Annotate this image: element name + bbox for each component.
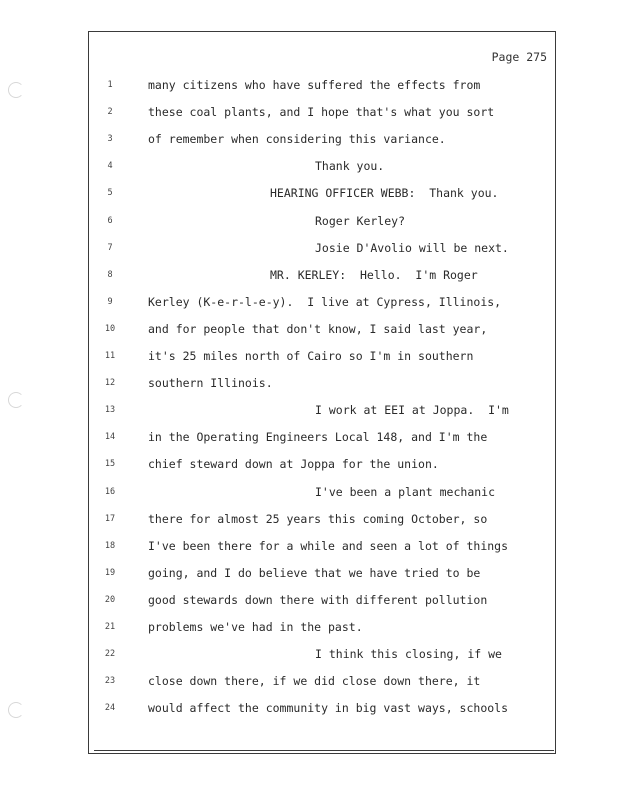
binder-hole-middle (8, 392, 24, 408)
line-number: 7 (107, 242, 113, 253)
line-number: 23 (104, 676, 116, 687)
transcript-line-text: I've been a plant mechanic (315, 484, 496, 499)
line-number: 9 (107, 296, 113, 307)
transcript-line-text: I've been there for a while and seen a lot of things (148, 538, 509, 553)
transcript-line-text: going, and I do believe that we have tried to be (148, 565, 481, 580)
transcript-line-text: many citizens who have suffered the effects from (148, 78, 481, 92)
transcript-line-text: and for people that don't know, I said last year, (148, 321, 488, 336)
transcript-line-text: close down there, if we did close down there, it (148, 674, 481, 689)
line-number: 4 (107, 161, 113, 172)
transcript-line-text: Josie D'Avolio will be next. (315, 240, 509, 255)
binder-hole-top (8, 82, 24, 98)
line-number: 14 (104, 432, 116, 443)
line-number: 16 (104, 486, 116, 497)
transcript-line-text: southern Illinois. (148, 376, 273, 391)
line-number: 2 (107, 107, 113, 118)
transcript-line-text: there for almost 25 years this coming October, so (148, 511, 488, 526)
line-number: 18 (104, 540, 116, 551)
transcript-line-text: Thank you. (315, 159, 385, 174)
page-bottom-rule (94, 750, 554, 751)
line-number: 6 (107, 215, 113, 226)
transcript-line-text: it's 25 miles north of Cairo so I'm in southern (148, 349, 474, 363)
transcript-line-text: would affect the community in big vast ways, schools (148, 701, 509, 716)
binder-hole-bottom (8, 702, 24, 718)
line-number: 17 (104, 513, 116, 524)
transcript-line-text: these coal plants, and I hope that's what you sort (148, 105, 495, 120)
line-number: 19 (104, 567, 116, 578)
transcript-line-text: of remember when considering this variance. (148, 132, 446, 147)
transcript-line-text: Roger Kerley? (315, 213, 406, 228)
transcript-line-text: chief steward down at Joppa for the union. (148, 457, 439, 472)
line-number: 12 (104, 378, 116, 389)
line-number: 5 (107, 188, 113, 199)
transcript-line-text: problems we've had in the past. (148, 620, 363, 634)
line-number: 15 (104, 459, 116, 470)
transcript-line-text: Kerley (K-e-r-l-e-y). I live at Cypress, Illinois, (148, 294, 502, 309)
line-number: 13 (104, 405, 116, 416)
line-number: 20 (104, 594, 116, 605)
transcript-line-text: good stewards down there with different pollution (148, 592, 488, 607)
line-number: 8 (107, 269, 113, 280)
transcript-line-text: in the Operating Engineers Local 148, and I'm the (148, 430, 488, 445)
line-number: 1 (107, 80, 113, 90)
line-number: 22 (104, 649, 116, 660)
line-number: 10 (104, 323, 116, 334)
line-number: 11 (104, 351, 116, 361)
line-number: 21 (104, 622, 116, 632)
page-number: Page 275 (491, 50, 547, 64)
line-number: 24 (104, 703, 116, 714)
transcript-line-text: MR. KERLEY: Hello. I'm Roger (270, 267, 478, 282)
line-number: 3 (107, 134, 113, 145)
transcript-line-text: HEARING OFFICER WEBB: Thank you. (270, 186, 499, 201)
transcript-line-text: I work at EEI at Joppa. I'm (315, 403, 509, 418)
transcript-line-text: I think this closing, if we (315, 647, 502, 662)
